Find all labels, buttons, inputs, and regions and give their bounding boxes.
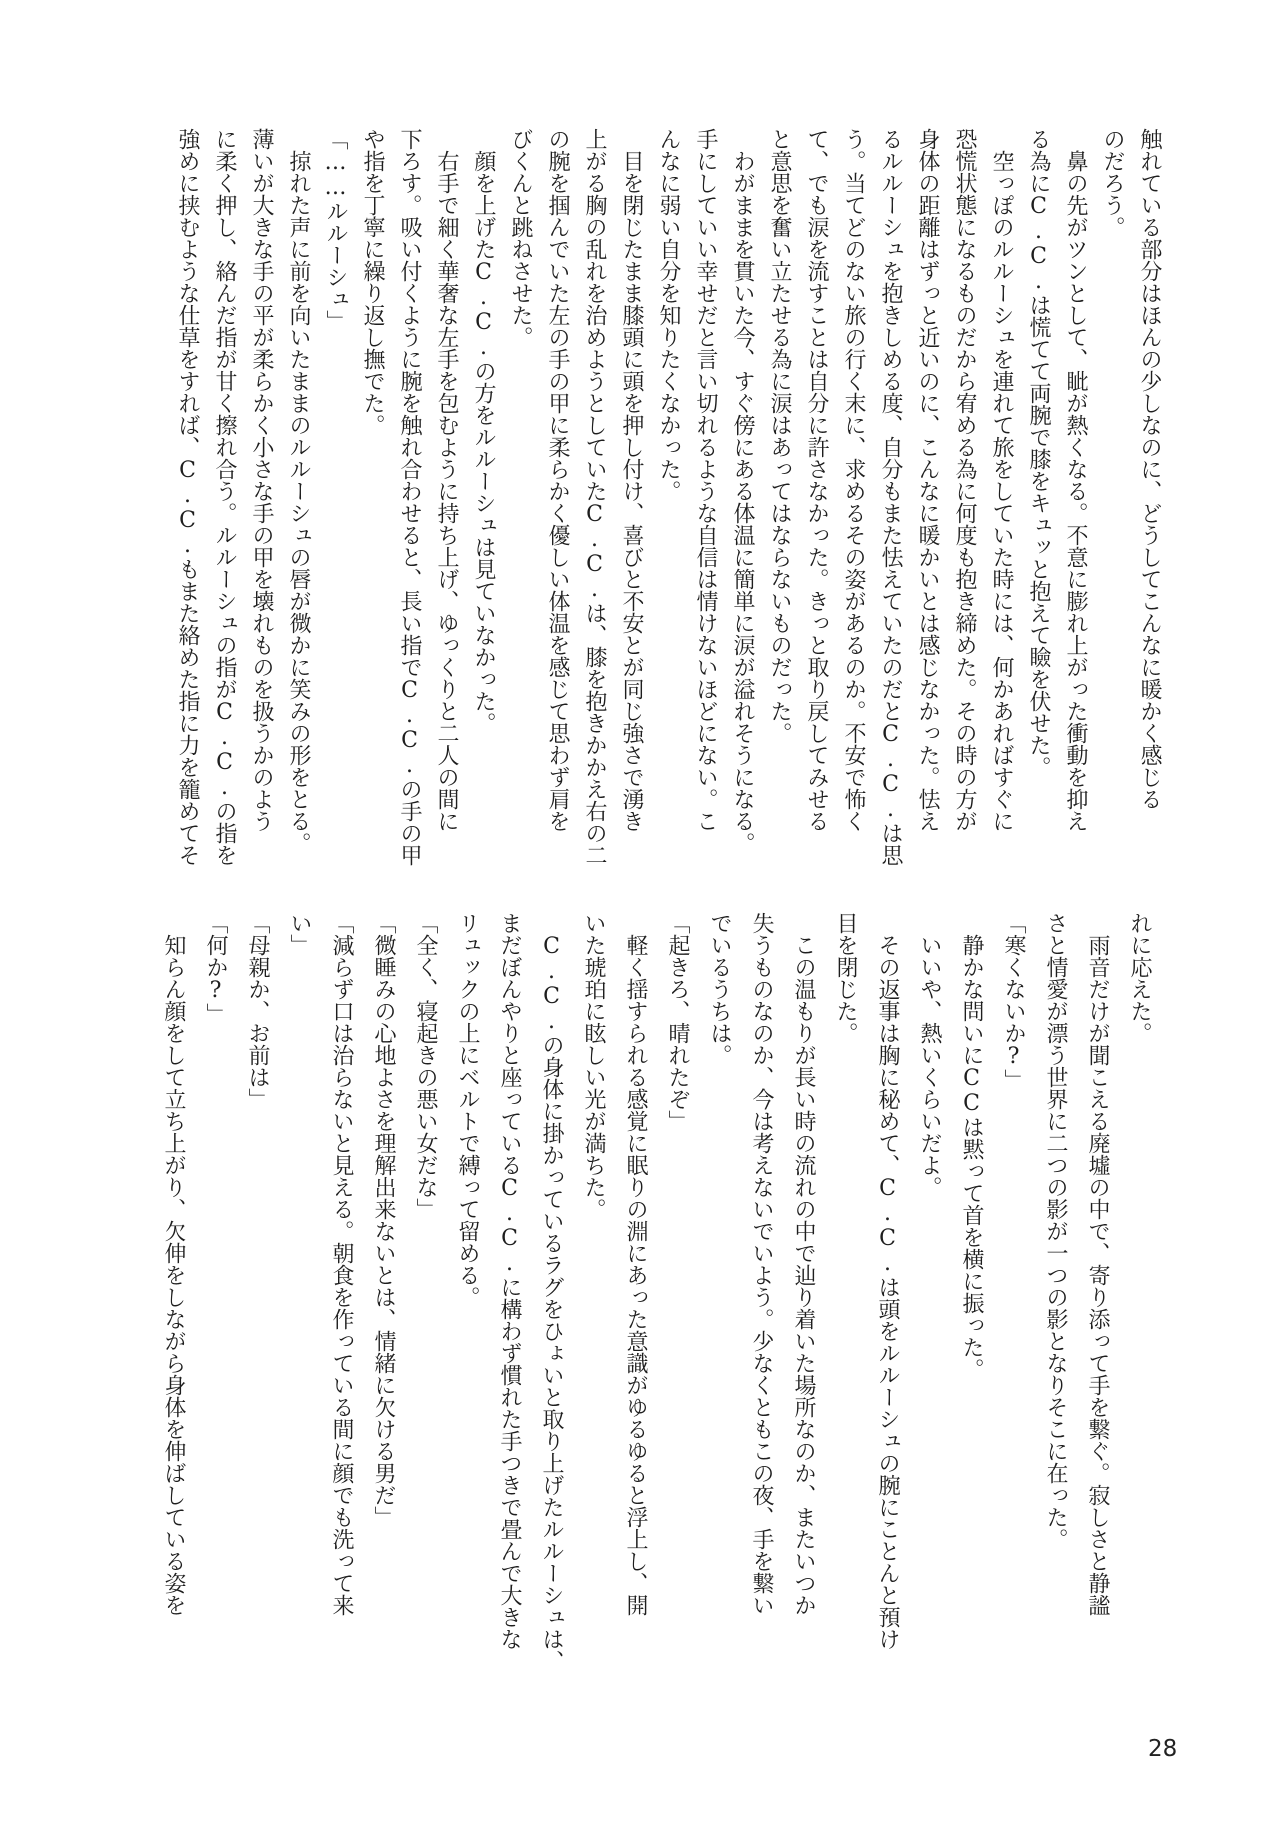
text-column: まだぼんやりと座っているC.C.に構わず慣れた手つきで畳んで大きな	[497, 912, 522, 1650]
text-column: 静かな問いにCCは黙って首を横に振った。	[959, 912, 984, 1380]
text-column: 失うものなのか、今は考えないでいよう。少なくともこの夜、手を繋い	[749, 912, 774, 1616]
text-column: のだろう。	[1100, 128, 1125, 238]
page-number: 28	[1148, 1736, 1178, 1762]
text-column: る為にC.C.は慌てて両腕で膝をキュッと抱えて瞼を伏せた。	[1026, 128, 1051, 778]
text-column: 下ろす。吸い付くように腕を触れ合わせると、長い指でC.C.の手の甲	[397, 128, 422, 866]
text-column: 薄いが大きな手の平が柔らかく小さな手の甲を壊れものを扱うかのよう	[249, 128, 274, 832]
text-column: その返事は胸に秘めて、C.C.は頭をルルーシュの腕にことんと預け	[875, 912, 900, 1650]
text-column: この温もりが長い時の流れの中で辿り着いた場所なのか、またいつか	[791, 912, 816, 1616]
text-column: んなに弱い自分を知りたくなかった。	[656, 128, 681, 502]
text-column: 「……ルルーシュ」	[323, 128, 348, 332]
text-column: いいや、熱いくらいだよ。	[917, 912, 942, 1198]
text-column: 「母親か、お前は」	[245, 912, 270, 1110]
text-column: るルルーシュを抱きしめる度、自分もまた怯えていたのだとC.C.は思	[878, 128, 903, 866]
text-column: 触れている部分はほんの少しなのに、どうしてこんなに暖かく感じる	[1137, 128, 1162, 810]
text-column: 空っぽのルルーシュを連れて旅をしていた時には、何かあればすぐに	[989, 128, 1014, 832]
text-column: 「減らず口は治らないと見える。朝食を作っている間に顔でも洗って来	[329, 912, 354, 1616]
text-column: 知らん顔をして立ち上がり、欠伸をしながら身体を伸ばしている姿を	[161, 912, 186, 1616]
text-column: 「何か?」	[203, 912, 228, 1025]
text-column: 掠れた声に前を向いたままのルルーシュの唇が微かに笑みの形をとる。	[286, 128, 311, 854]
text-column: 「寒くないか?」	[1001, 912, 1026, 1091]
text-column: や指を丁寧に繰り返し撫でた。	[360, 128, 385, 436]
text-column: 軽く揺すられる感覚に眠りの淵にあった意識がゆるゆると浮上し、開	[623, 912, 648, 1616]
text-column: 上がる胸の乱れを治めようとしていたC.C.は、膝を抱きかかえ右の二	[582, 128, 607, 866]
text-column: に柔く押し、絡んだ指が甘く擦れ合う。ルルーシュの指がC.C.の指を	[212, 128, 237, 866]
text-column: でいるうちは。	[707, 912, 732, 1066]
text-column: わがままを貫いた今、すぐ傍にある体温に簡単に涙が溢れそうになる。	[730, 128, 755, 854]
text-column: 右手で細く華奢な左手を包むように持ち上げ、ゆっくりと二人の間に	[434, 128, 459, 832]
text-column: 「微睡みの心地よさを理解出来ないとは、情緒に欠ける男だ」	[371, 912, 396, 1528]
text-column: さと情愛が漂う世界に二つの影が一つの影となりそこに在った。	[1043, 912, 1068, 1550]
text-column: びくんと跳ねさせた。	[508, 128, 533, 348]
text-column: う。当てどのない旅の行く末に、求めるその姿があるのか。不安で怖く	[841, 128, 866, 832]
text-column: 身体の距離はずっと近いのに、こんなに暖かいとは感じなかった。怯え	[915, 128, 940, 832]
text-column: 強めに挟むような仕草をすれば、C.C.もまた絡めた指に力を籠めてそ	[175, 128, 200, 866]
text-column: 雨音だけが聞こえる廃墟の中で、寄り添って手を繋ぐ。寂しさと静謐	[1085, 912, 1110, 1616]
text-column: 鼻の先がツンとして、眦が熱くなる。不意に膨れ上がった衝動を抑え	[1063, 128, 1088, 832]
text-column: C.C.の身体に掛かっているラグをひょいと取り上げたルルーシュは、	[539, 912, 564, 1672]
text-column: いた琥珀に眩しい光が満ちた。	[581, 912, 606, 1220]
text-block-bottom	[152, 912, 1160, 1672]
text-column: の腕を掴んでいた左の手の甲に柔らかく優しい体温を感じて思わず肩を	[545, 128, 570, 832]
text-column: 「起きろ、晴れたぞ」	[665, 912, 690, 1132]
text-column: 手にしていい幸せだと言い切れるような自信は情けないほどにない。こ	[693, 128, 718, 832]
text-column: と意思を奮い立たせる為に涙はあってはならないものだった。	[767, 128, 792, 744]
text-column: 「全く、寝起きの悪い女だな」	[413, 912, 438, 1220]
text-block-top	[168, 128, 1168, 882]
text-column: て、でも涙を流すことは自分に許さなかった。きっと取り戻してみせる	[804, 128, 829, 832]
text-column: リュックの上にベルトで縛って留める。	[455, 912, 480, 1308]
text-column: 顔を上げたC.C.の方をルルーシュは見ていなかった。	[471, 128, 496, 734]
text-column: 目を閉じた。	[833, 912, 858, 1044]
text-column: れに応えた。	[1127, 912, 1152, 1044]
text-column: 目を閉じたまま膝頭に頭を押し付け、喜びと不安とが同じ強さで湧き	[619, 128, 644, 832]
text-column: い」	[287, 912, 312, 956]
text-column: 恐慌状態になるものだから宥める為に何度も抱き締めた。その時の方が	[952, 128, 977, 832]
